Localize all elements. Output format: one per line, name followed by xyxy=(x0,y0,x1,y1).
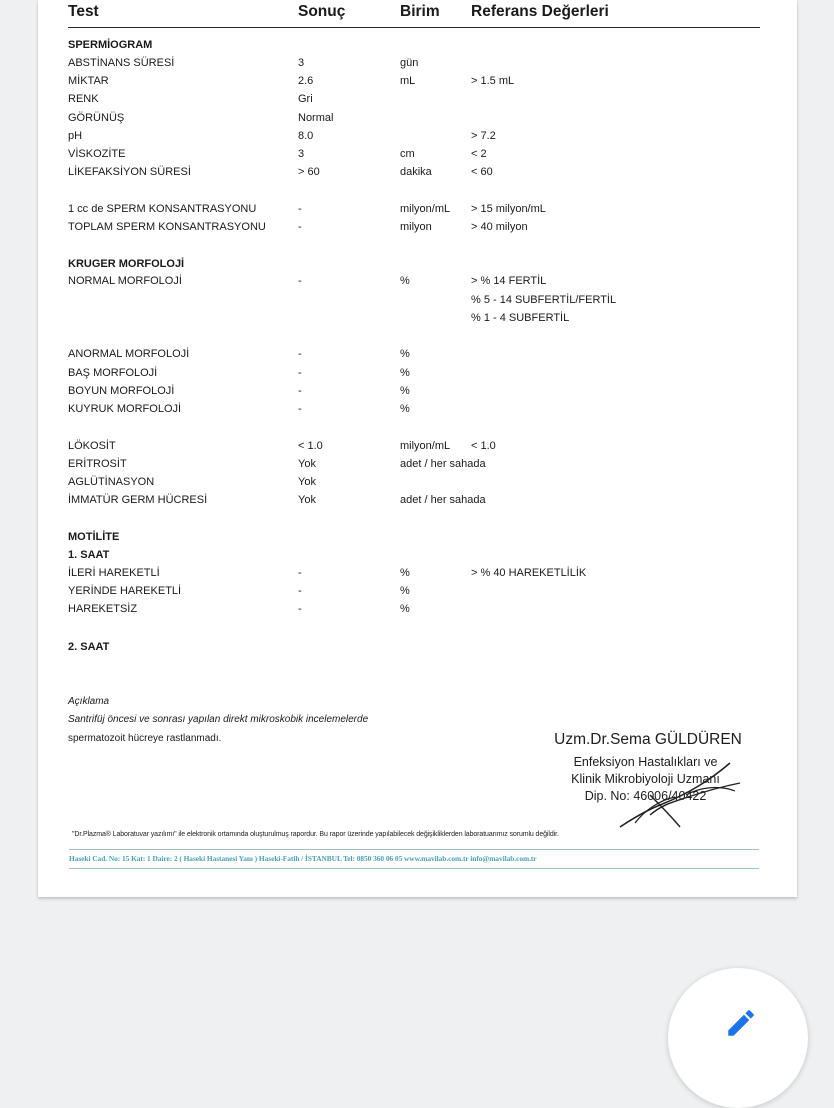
row-reference: > 15 milyon/mL xyxy=(471,203,546,215)
row-result: Gri xyxy=(298,93,313,105)
row-unit: dakika xyxy=(400,166,432,178)
row-unit: milyon xyxy=(400,221,432,233)
row-test: ERİTROSİT xyxy=(68,458,127,470)
row-reference: > % 40 HAREKETLİLİK xyxy=(471,567,587,579)
row-reference: > 1.5 mL xyxy=(471,75,515,87)
table-row xyxy=(68,365,768,381)
row-test: HAREKETSİZ xyxy=(68,603,138,615)
table-row xyxy=(68,346,768,362)
row-result: - xyxy=(298,403,302,415)
row-unit: % xyxy=(400,275,410,287)
row-test: MİKTAR xyxy=(68,75,109,87)
table-row xyxy=(68,565,768,581)
section-saat-2: 2. SAAT xyxy=(68,641,110,653)
row-result: Yok xyxy=(298,494,316,506)
row-result: > 60 xyxy=(298,166,320,178)
note-title: Açıklama xyxy=(68,696,110,707)
row-result: - xyxy=(298,585,302,597)
table-row xyxy=(68,292,768,308)
row-test: 1 cc de SPERM KONSANTRASYONU xyxy=(68,203,257,215)
table-row xyxy=(68,110,768,126)
row-unit: milyon/mL xyxy=(400,440,451,452)
row-unit: % xyxy=(400,567,410,579)
row-test: ABSTİNANS SÜRESİ xyxy=(68,57,175,69)
row-result: - xyxy=(298,203,302,215)
row-unit: % xyxy=(400,367,410,379)
row-unit: gün xyxy=(400,57,419,69)
row-test: ANORMAL MORFOLOJİ xyxy=(68,348,190,360)
table-row xyxy=(68,201,768,217)
row-result: < 1.0 xyxy=(298,440,323,452)
edit-pencil-icon xyxy=(724,1006,758,1040)
edit-fab-button[interactable] xyxy=(668,968,808,1108)
section-motilite: MOTİLİTE xyxy=(68,531,120,543)
table-row xyxy=(68,219,768,235)
table-row xyxy=(68,583,768,599)
row-result: - xyxy=(298,603,302,615)
section-spermiogram: SPERMİOGRAM xyxy=(68,39,153,51)
row-test: TOPLAM SPERM KONSANTRASYONU xyxy=(68,221,266,233)
note-line-1: Santrifüj öncesi ve sonrası yapılan direkt mikroskobik incelemelerde xyxy=(68,714,369,725)
note-line-2: spermatozoit hücreye rastlanmadı. xyxy=(68,733,222,744)
row-test: AGLÜTİNASYON xyxy=(68,476,155,488)
row-reference: < 2 xyxy=(471,148,487,160)
row-result: - xyxy=(298,221,302,233)
row-result: 2.6 xyxy=(298,75,314,87)
row-unit: milyon/mL xyxy=(400,203,451,215)
row-reference: < 1.0 xyxy=(471,440,496,452)
row-test: İMMATÜR GERM HÜCRESİ xyxy=(68,494,208,506)
table-row xyxy=(68,310,768,326)
row-reference: > 40 milyon xyxy=(471,221,528,233)
section-kruger: KRUGER MORFOLOJİ xyxy=(68,258,185,270)
row-reference: > % 14 FERTİL xyxy=(471,275,547,287)
header-reference: Referans Değerleri xyxy=(471,3,609,20)
table-row xyxy=(68,146,768,162)
footer-divider-top xyxy=(69,849,759,850)
row-unit: % xyxy=(400,585,410,597)
table-row xyxy=(68,492,768,508)
row-result: - xyxy=(298,348,302,360)
footer-address: Haseki Cad. No: 15 Kat: 1 Daire: 2 ( Haseki Hastanesi Yanı ) Haseki-Fatih / İSTANBUL Tel: 0850 360 06 05 www.mavilab.com.tr info@mavilab.com.tr xyxy=(69,854,537,863)
row-unit: mL xyxy=(400,75,416,87)
row-test: NORMAL MORFOLOJİ xyxy=(68,275,182,287)
row-result: 3 xyxy=(298,148,305,160)
row-unit: % xyxy=(400,403,410,415)
table-row xyxy=(68,401,768,417)
disclaimer-text: "Dr.Plazma® Laboratuvar yazılımı" ile elektronik ortamında oluşturulmuş rapordur. Bu rapor üzerinde yapılabilecek değişikliklerden laboratuarımız sorumlu değildir. xyxy=(72,831,559,838)
table-row xyxy=(68,91,768,107)
row-test: KUYRUK MORFOLOJİ xyxy=(68,403,182,415)
signature-diploma: Dip. No: 46006/40422 xyxy=(584,789,707,803)
row-result: - xyxy=(298,367,302,379)
table-header xyxy=(68,0,760,28)
row-result: 3 xyxy=(298,57,305,69)
row-test: LÖKOSİT xyxy=(68,440,116,452)
handwritten-signature xyxy=(590,735,790,835)
table-row xyxy=(68,55,768,71)
row-result: 8.0 xyxy=(298,130,314,142)
row-unit: % xyxy=(400,603,410,615)
row-test: pH xyxy=(68,130,83,142)
row-test: VİSKOZİTE xyxy=(68,148,126,160)
row-test: YERİNDE HAREKETLİ xyxy=(68,585,182,597)
section-saat-1: 1. SAAT xyxy=(68,549,110,561)
report-page xyxy=(38,0,797,897)
row-unit: % xyxy=(400,348,410,360)
row-test: LİKEFAKSİYON SÜRESİ xyxy=(68,166,191,178)
table-row xyxy=(68,438,768,454)
row-result: Normal xyxy=(298,112,334,124)
header-test: Test xyxy=(68,3,99,20)
signature-title-2: Klinik Mikrobiyoloji Uzmanı xyxy=(571,772,720,786)
row-result: - xyxy=(298,385,302,397)
row-reference: % 5 - 14 SUBFERTİL/FERTİL xyxy=(471,294,617,306)
table-row xyxy=(68,456,768,472)
row-test: RENK xyxy=(68,93,99,105)
row-reference: > 7.2 xyxy=(471,130,496,142)
header-result: Sonuç xyxy=(298,3,346,20)
table-row xyxy=(68,164,768,180)
signature-title-1: Enfeksiyon Hastalıkları ve xyxy=(573,755,718,769)
row-test: BOYUN MORFOLOJİ xyxy=(68,385,175,397)
row-reference: < 60 xyxy=(471,166,493,178)
table-row xyxy=(68,128,768,144)
row-unit: % xyxy=(400,385,410,397)
row-unit: adet / her sahada xyxy=(400,494,486,506)
row-result: Yok xyxy=(298,458,316,470)
table-row xyxy=(68,273,768,289)
row-test: İLERİ HAREKETLİ xyxy=(68,567,160,579)
row-test: GÖRÜNÜŞ xyxy=(68,112,125,124)
row-result: - xyxy=(298,275,302,287)
table-row xyxy=(68,383,768,399)
header-unit: Birim xyxy=(400,3,440,20)
table-row xyxy=(68,73,768,89)
table-row xyxy=(68,474,768,490)
row-reference: % 1 - 4 SUBFERTİL xyxy=(471,312,570,324)
signature-name: Uzm.Dr.Sema GÜLDÜREN xyxy=(554,731,742,748)
table-row xyxy=(68,601,768,617)
row-result: - xyxy=(298,567,302,579)
footer-divider-bottom xyxy=(69,868,759,869)
row-unit: cm xyxy=(400,148,415,160)
row-unit: adet / her sahada xyxy=(400,458,486,470)
row-test: BAŞ MORFOLOJİ xyxy=(68,367,158,379)
row-result: Yok xyxy=(298,476,316,488)
